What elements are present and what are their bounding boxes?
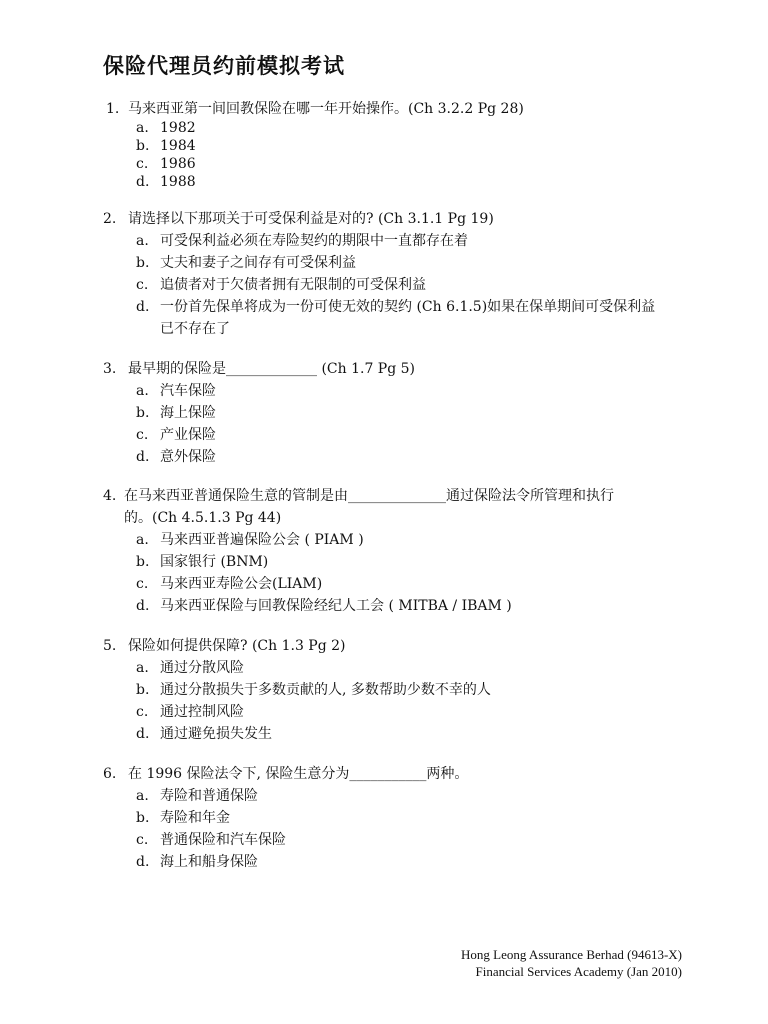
option-d xyxy=(136,597,512,615)
option-letter: d. xyxy=(136,449,150,465)
option-letter: b. xyxy=(136,405,150,421)
option-text: 一份首先保单将成为一份可使无效的契约 (Ch 6.1.5)如果在保单期间可受保利益 xyxy=(160,299,656,315)
option-letter: d. xyxy=(136,854,150,870)
option-d xyxy=(136,448,216,466)
question-text: 在马来西亚普通保险生意的管制是由______________通过保险法令所管理和执行 xyxy=(124,488,614,504)
option-letter: c. xyxy=(136,427,149,443)
option-letter: d. xyxy=(136,726,150,742)
question-number: 6. xyxy=(103,766,117,782)
question-text-continuation: 的。(Ch 4.5.1.3 Pg 44) xyxy=(124,510,282,526)
option-b xyxy=(136,137,196,155)
option-text: 丈夫和妻子之间存有可受保利益 xyxy=(160,255,356,271)
option-letter: b. xyxy=(136,255,150,271)
option-d xyxy=(136,298,655,316)
option-letter: c. xyxy=(136,277,149,293)
option-d xyxy=(136,173,196,191)
option-a xyxy=(136,531,364,549)
option-d xyxy=(136,725,272,743)
question-text: 在 1996 保险法令下, 保险生意分为___________两种。 xyxy=(128,766,469,782)
option-letter: d. xyxy=(136,299,150,315)
option-letter: a. xyxy=(136,532,149,548)
option-text: 可受保利益必须在寿险契约的期限中一直都存在着 xyxy=(160,233,468,249)
question-number: 5. xyxy=(103,638,117,654)
option-text: 汽车保险 xyxy=(160,383,216,399)
option-text: 1982 xyxy=(160,120,196,136)
option-a xyxy=(136,119,196,137)
option-c xyxy=(136,276,426,294)
option-letter: c. xyxy=(136,832,149,848)
question-text: 最早期的保险是_____________ (Ch 1.7 Pg 5) xyxy=(128,361,416,377)
option-letter: b. xyxy=(136,810,150,826)
footer-academy: Financial Services Academy (Jan 2010) xyxy=(475,964,682,979)
option-text: 1988 xyxy=(160,174,196,190)
option-letter: c. xyxy=(136,156,149,172)
option-b xyxy=(136,553,268,571)
question-text: 马来西亚第一间回教保险在哪一年开始操作。(Ch 3.2.2 Pg 28) xyxy=(128,101,524,117)
option-letter: c. xyxy=(136,704,149,720)
option-c xyxy=(136,575,322,593)
option-a xyxy=(136,659,244,677)
option-text: 产业保险 xyxy=(160,427,216,443)
option-text: 海上保险 xyxy=(160,405,216,421)
option-a xyxy=(136,232,468,250)
option-letter: a. xyxy=(136,660,149,676)
option-text: 国家银行 (BNM) xyxy=(160,554,269,570)
option-text: 寿险和普通保险 xyxy=(160,788,258,804)
option-d xyxy=(136,853,258,871)
option-a xyxy=(136,382,216,400)
option-text: 通过控制风险 xyxy=(160,704,244,720)
option-letter: b. xyxy=(136,554,150,570)
option-text: 通过避免损失发生 xyxy=(160,726,272,742)
option-text: 普通保险和汽车保险 xyxy=(160,832,286,848)
question-number: 2. xyxy=(103,211,117,227)
option-letter: d. xyxy=(136,174,150,190)
option-text: 马来西亚寿险公会(LIAM) xyxy=(160,576,323,592)
option-letter: a. xyxy=(136,383,149,399)
option-text: 海上和船身保险 xyxy=(160,854,258,870)
option-letter: a. xyxy=(136,233,149,249)
question-text: 请选择以下那项关于可受保利益是对的? (Ch 3.1.1 Pg 19) xyxy=(128,211,494,227)
option-text: 1984 xyxy=(160,138,196,154)
option-letter: a. xyxy=(136,788,149,804)
option-d-continuation: 已不存在了 xyxy=(160,321,230,337)
option-c xyxy=(136,831,286,849)
option-letter: b. xyxy=(136,682,150,698)
option-c xyxy=(136,426,216,444)
option-text: 通过分散风险 xyxy=(160,660,244,676)
option-c xyxy=(136,155,196,173)
option-letter: c. xyxy=(136,576,149,592)
option-text: 追债者对于欠债者拥有无限制的可受保利益 xyxy=(160,277,426,293)
page-title: 保险代理员约前模拟考试 xyxy=(103,54,345,78)
page-footer xyxy=(461,946,682,980)
footer-company: Hong Leong Assurance Berhad (94613-X) xyxy=(461,947,682,962)
option-text: 马来西亚普遍保险公会 ( PIAM ) xyxy=(160,532,364,548)
option-text: 通过分散损失于多数贡献的人, 多数帮助少数不幸的人 xyxy=(160,682,491,698)
option-b xyxy=(136,254,356,272)
option-b xyxy=(136,404,216,422)
question-number: 4. xyxy=(103,488,117,504)
option-text: 马来西亚保险与回教保险经纪人工会 ( MITBA / IBAM ) xyxy=(160,598,512,614)
option-letter: d. xyxy=(136,598,150,614)
option-text: 寿险和年金 xyxy=(160,810,230,826)
option-letter: b. xyxy=(136,138,150,154)
option-text: 1986 xyxy=(160,156,196,172)
question-number: 1. xyxy=(106,101,120,117)
option-text: 意外保险 xyxy=(160,449,216,465)
question-number: 3. xyxy=(103,361,117,377)
option-b xyxy=(136,809,230,827)
option-b xyxy=(136,681,491,699)
question-text: 保险如何提供保障? (Ch 1.3 Pg 2) xyxy=(128,638,346,654)
option-letter: a. xyxy=(136,120,149,136)
option-a xyxy=(136,787,258,805)
option-c xyxy=(136,703,244,721)
